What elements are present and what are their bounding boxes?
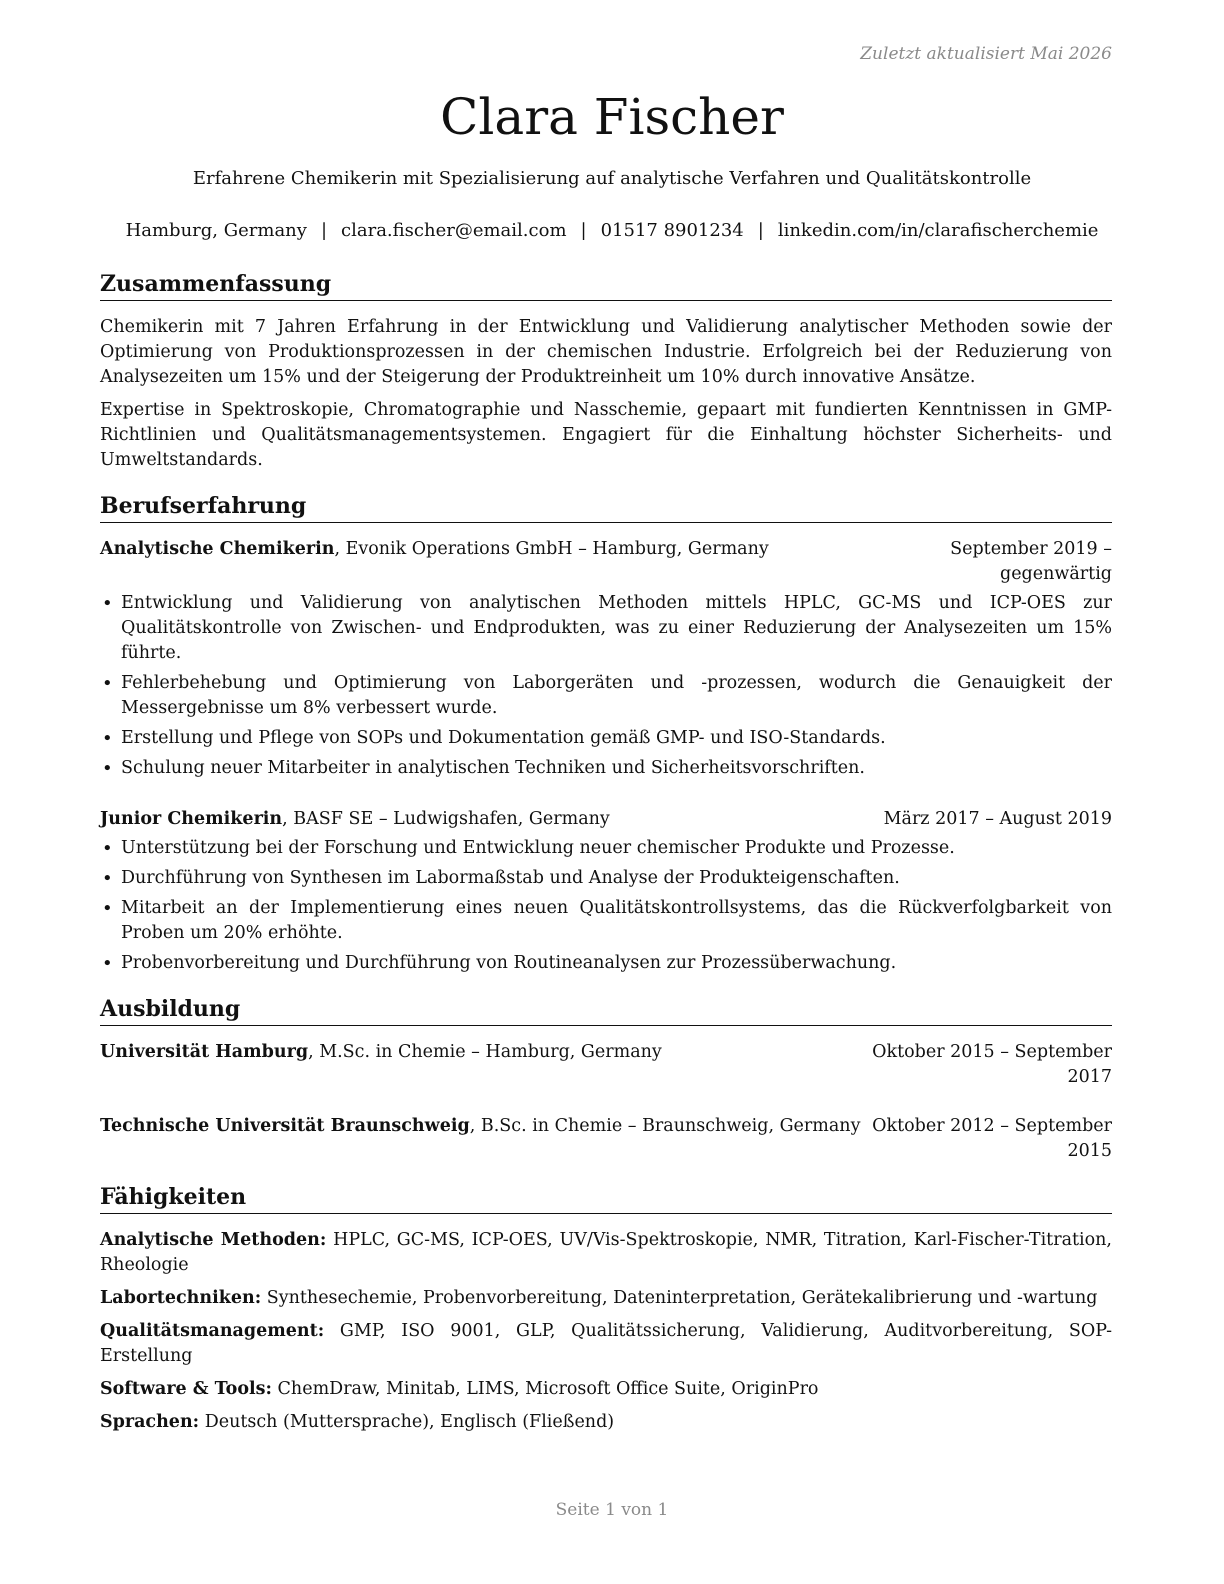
- skill-line: [100, 1377, 1112, 1402]
- skill-line: [100, 1410, 1112, 1435]
- job-header: [100, 537, 1112, 587]
- tagline: Erfahrene Chemikerin mit Spezialisierung auf analytische Verfahren und Qualitätskontrolle: [192, 168, 1032, 189]
- skill-label: Sprachen:: [100, 1412, 200, 1432]
- list-item: • Durchführung von Synthesen im Labormaßstab und Analyse der Produkteigenschaften.: [100, 866, 1112, 891]
- skill-label: Qualitätsmanagement:: [100, 1321, 325, 1341]
- summary-paragraph: Expertise in Spektroskopie, Chromatographie und Nasschemie, gepaart mit fundierten Kenntnissen in GMP-Richtlinien und Qualitätsmanagementsystemen. Engagiert für die Einhaltung höchster Sicherheits- und Umweltstandards.: [100, 400, 1112, 470]
- section-title-summary: Zusammenfassung: [100, 269, 1112, 301]
- education-date: Oktober 2015 – September 2017: [872, 1042, 1112, 1087]
- contact-phone: 01517 8901234: [600, 220, 744, 241]
- education-date: Oktober 2012 – September 2015: [872, 1116, 1112, 1161]
- skill-value: Synthesechemie, Probenvorbereitung, Dateninterpretation, Gerätekalibrierung und -wartung: [261, 1288, 1098, 1308]
- experience-section: [100, 491, 1112, 976]
- list-item: • Unterstützung bei der Forschung und Entwicklung neuer chemischer Produkte und Prozesse.: [100, 836, 1112, 861]
- contact-line: [0, 218, 1224, 244]
- skills-list: [100, 1228, 1112, 1435]
- summary-body: [100, 315, 1112, 473]
- job-date: September 2019 – gegenwärtig: [950, 539, 1112, 584]
- skill-label: Analytische Methoden:: [100, 1230, 327, 1250]
- education-entry: [100, 1114, 1112, 1164]
- education-entry: [100, 1040, 1112, 1090]
- job-company: , BASF SE – Ludwigshafen, Germany: [282, 809, 610, 829]
- job-title-line: [100, 807, 876, 832]
- skill-value: HPLC, GC-MS, ICP-OES, UV/Vis-Spektroskopie, NMR, Titration, Karl-Fischer-Titration, Rheologie: [100, 1230, 1112, 1275]
- job-entry: [100, 537, 1112, 781]
- job-entry: [100, 807, 1112, 976]
- education-detail: , M.Sc. in Chemie – Hamburg, Germany: [308, 1042, 662, 1062]
- skill-label: Labortechniken:: [100, 1288, 262, 1308]
- job-bullets: [100, 591, 1112, 781]
- job-company: , Evonik Operations GmbH – Hamburg, Germany: [334, 539, 769, 559]
- job-date: März 2017 – August 2019: [883, 809, 1112, 829]
- summary-paragraph: Chemikerin mit 7 Jahren Erfahrung in der Entwicklung und Validierung analytischer Methoden sowie der Optimierung von Produktionsprozessen in der chemischen Industrie. Erfolgreich bei der Reduzierung von Analysezeiten um 15% und der Steigerung der Produktreinheit um 10% durch innovative Ansätze.: [100, 317, 1112, 387]
- list-item: • Entwicklung und Validierung von analytischen Methoden mittels HPLC, GC-MS und ICP-OES zur Qualitätskontrolle von Zwischen- und Endprodukten, was zu einer Reduzierung der Analysezeiten um 15% führte.: [100, 591, 1112, 666]
- job-role: Analytische Chemikerin: [100, 539, 335, 559]
- contact-location: Hamburg, Germany: [125, 220, 307, 241]
- list-item: • Fehlerbehebung und Optimierung von Laborgeräten und -prozessen, wodurch die Genauigkeit der Messergebnisse um 8% verbessert wurde.: [100, 671, 1112, 721]
- contact-email[interactable]: clara.fischer@email.com: [341, 220, 567, 241]
- list-item: • Probenvorbereitung und Durchführung von Routineanalysen zur Prozessüberwachung.: [100, 951, 1112, 976]
- contact-separator: |: [757, 220, 764, 241]
- list-item: • Mitarbeit an der Implementierung eines neuen Qualitätskontrollsystems, das die Rückverfolgbarkeit von Proben um 20% erhöhte.: [100, 896, 1112, 946]
- last-updated: Zuletzt aktualisiert Mai 2026: [860, 44, 1112, 64]
- skill-line: [100, 1319, 1112, 1369]
- education-title-line: [100, 1040, 872, 1090]
- job-role: Junior Chemikerin: [100, 809, 283, 829]
- education-section: [100, 994, 1112, 1164]
- contact-linkedin[interactable]: linkedin.com/in/clarafischerchemie: [777, 220, 1099, 241]
- education-title-line: [100, 1114, 872, 1164]
- skill-value: Deutsch (Muttersprache), Englisch (Fließend): [199, 1412, 615, 1432]
- job-bullets: [100, 836, 1112, 976]
- summary-section: [100, 269, 1112, 473]
- skill-label: Software & Tools:: [100, 1379, 272, 1399]
- section-title-education: Ausbildung: [100, 994, 1112, 1026]
- job-header: [100, 807, 1112, 832]
- contact-separator: |: [580, 220, 587, 241]
- education-detail: , B.Sc. in Chemie – Braunschweig, Germany: [469, 1116, 861, 1136]
- list-item: • Erstellung und Pflege von SOPs und Dokumentation gemäß GMP- und ISO-Standards.: [100, 726, 1112, 751]
- contact-separator: |: [320, 220, 328, 241]
- section-title-experience: Berufserfahrung: [100, 491, 1112, 523]
- section-title-skills: Fähigkeiten: [100, 1182, 1112, 1214]
- page-number: Seite 1 von 1: [555, 1500, 669, 1520]
- resume-content: [100, 269, 1112, 1443]
- list-item: • Schulung neuer Mitarbeiter in analytischen Techniken und Sicherheitsvorschriften.: [100, 756, 1112, 781]
- education-school: Technische Universität Braunschweig: [100, 1116, 470, 1136]
- skill-value: ChemDraw, Minitab, LIMS, Microsoft Office Suite, OriginPro: [271, 1379, 819, 1399]
- skill-value: GMP, ISO 9001, GLP, Qualitätssicherung, Validierung, Auditvorbereitung, SOP-Erstellung: [100, 1321, 1112, 1366]
- skill-line: [100, 1228, 1112, 1278]
- candidate-name: Clara Fischer: [440, 88, 784, 146]
- skill-line: [100, 1286, 1112, 1311]
- skills-section: [100, 1182, 1112, 1435]
- job-title-line: [100, 537, 876, 587]
- education-school: Universität Hamburg: [100, 1042, 309, 1062]
